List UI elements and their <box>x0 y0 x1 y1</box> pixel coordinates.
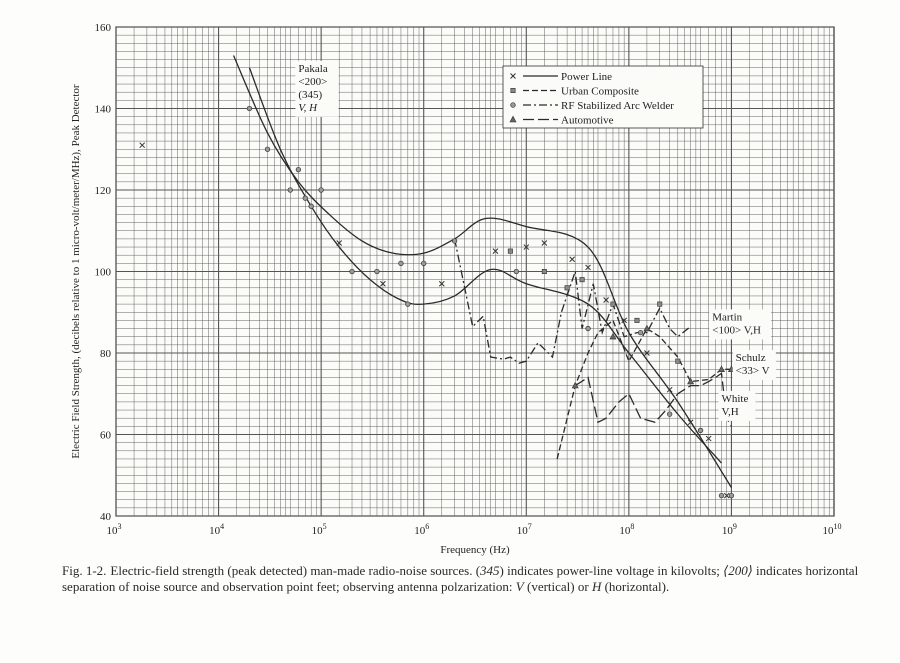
y-tick-label: 140 <box>94 103 111 116</box>
data-point-circle <box>638 330 643 335</box>
data-point-square <box>580 277 584 281</box>
annotation-text: <33> V <box>735 365 770 378</box>
annotation-text: <100> V,H <box>712 324 761 337</box>
data-point-square <box>508 249 512 253</box>
data-point-circle <box>514 269 519 274</box>
legend <box>503 66 703 128</box>
caption-voltage-example: 345 <box>480 563 500 578</box>
data-point-circle <box>452 239 457 244</box>
data-point-square <box>565 286 569 290</box>
annotation-white <box>718 391 755 421</box>
caption-vertical-symbol: V <box>515 579 524 594</box>
y-tick-label: 80 <box>100 348 111 360</box>
x-tick-label: $10^5$ <box>311 522 327 537</box>
annotation-text: V,H <box>721 405 739 418</box>
x-axis-title: Frequency (Hz) <box>440 544 510 556</box>
data-point-square <box>635 318 639 322</box>
data-point-circle <box>265 147 270 152</box>
data-point-square <box>542 269 546 273</box>
data-point-circle <box>698 428 703 433</box>
annotation-text: V, H <box>298 101 318 114</box>
y-tick-label: 100 <box>94 266 111 279</box>
x-tick-label: $10^4$ <box>209 522 225 537</box>
caption-text-1: Electric-field strength (peak detected) man-made radio-noise sources. ( <box>110 563 481 578</box>
data-point-square <box>658 302 662 306</box>
annotation-text: White <box>721 392 749 405</box>
y-axis-title: Electric Field Strength, (decibels relative to 1 micro-volt/meter/MHz), Peak Detector <box>70 84 82 459</box>
data-point-circle <box>719 493 724 498</box>
x-tick-label: $10^7$ <box>516 522 532 537</box>
y-tick-label: 40 <box>100 511 111 523</box>
annotation-martin <box>709 309 771 339</box>
caption-label: Fig. 1-2. <box>62 563 107 578</box>
data-point-circle <box>350 269 355 274</box>
data-point-square <box>611 302 615 306</box>
caption-text-3: indicates horizontal separation of noise source and observation point feet; observing antenna polzarization: <box>62 563 859 594</box>
data-point-circle <box>729 493 734 498</box>
y-tick-label: 60 <box>100 429 111 442</box>
caption-text-5: (horizontal). <box>601 579 670 594</box>
caption-text-2: ) indicates power-line voltage in kilovolts; <box>499 563 724 578</box>
caption-separation-example: ⟨200⟩ <box>723 563 753 578</box>
legend-label: Automotive <box>561 114 614 127</box>
annotation-text: Pakala <box>298 62 328 75</box>
data-point-circle <box>667 412 672 417</box>
y-tick-label: 120 <box>94 185 111 197</box>
data-point-circle <box>399 261 404 266</box>
data-point-circle <box>421 261 426 266</box>
x-tick-label: $10^{10}$ <box>822 522 842 537</box>
y-tick-label: 160 <box>94 22 111 34</box>
legend-label: RF Stabilized Arc Welder <box>561 100 674 112</box>
x-tick-label: $10^8$ <box>619 522 635 537</box>
legend-label: Power Line <box>561 71 613 83</box>
data-point-circle <box>586 326 591 331</box>
figure-caption <box>62 563 892 595</box>
x-tick-label: $10^6$ <box>414 522 430 537</box>
annotation-text: Martin <box>712 311 743 324</box>
data-point-circle <box>247 106 252 111</box>
data-point-circle <box>303 196 308 201</box>
annotation-schulz <box>733 350 776 380</box>
legend-marker <box>511 103 516 108</box>
grid <box>116 27 834 516</box>
annotation-text: <200> <box>298 75 328 88</box>
data-point-circle <box>406 302 411 307</box>
caption-text-4: (vertical) or <box>523 579 592 594</box>
data-point-circle <box>288 188 293 193</box>
caption-horizontal-symbol: H <box>591 579 602 594</box>
data-point-circle <box>309 204 314 209</box>
data-point-square <box>676 359 680 363</box>
x-tick-label: $10^3$ <box>106 522 122 537</box>
data-point-circle <box>375 269 380 274</box>
annotation-pakala <box>295 61 338 117</box>
data-point-circle <box>319 188 324 193</box>
legend-label: Urban Composite <box>561 85 639 98</box>
legend-marker <box>511 88 515 92</box>
annotation-text: Schulz <box>735 352 766 365</box>
data-point-circle <box>296 167 301 172</box>
annotation-text: (345) <box>298 88 323 101</box>
x-tick-label: $10^9$ <box>721 522 737 537</box>
